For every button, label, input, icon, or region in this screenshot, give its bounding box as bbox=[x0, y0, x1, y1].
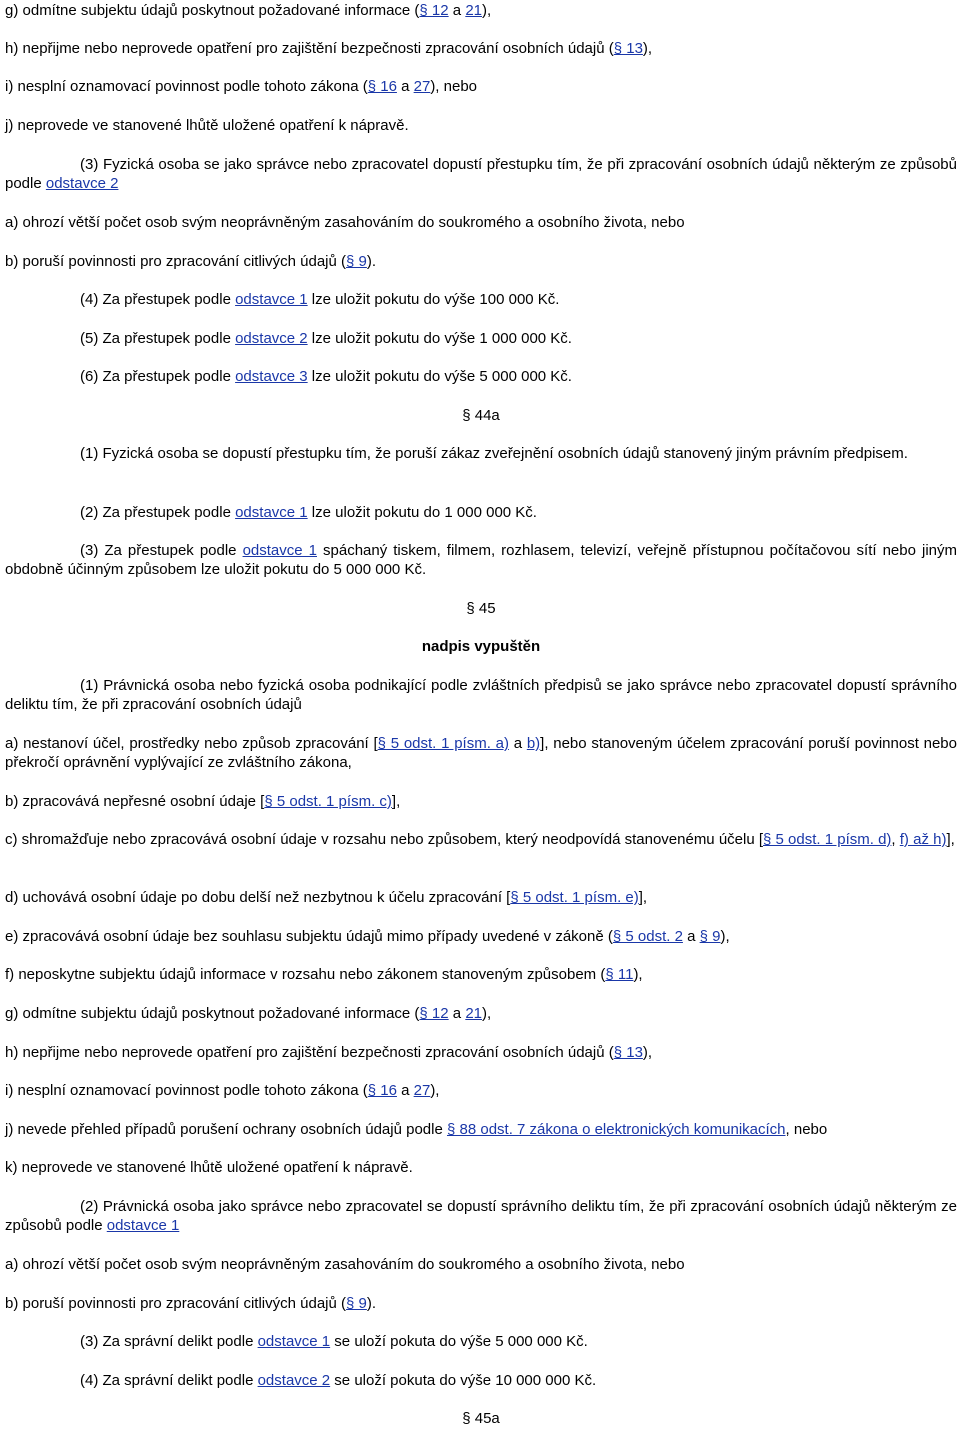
paragraph bbox=[5, 329, 957, 348]
paragraph-text: f) neposkytne subjektu údajů informace v rozsahu nebo zákonem stanoveným způsobem ( bbox=[5, 966, 606, 983]
law-reference-link[interactable]: b) bbox=[526, 735, 541, 752]
law-reference-link[interactable]: § 5 odst. 1 písm. d) bbox=[763, 831, 892, 848]
paragraph bbox=[5, 1371, 957, 1390]
paragraph-text: g) odmítne subjektu údajů poskytnout požadované informace ( bbox=[5, 2, 420, 19]
paragraph bbox=[5, 1120, 957, 1139]
paragraph-text: ), bbox=[482, 1005, 492, 1022]
law-reference-link[interactable]: odstavce 1 bbox=[235, 291, 308, 308]
paragraph-text: (2) Za přestupek podle bbox=[80, 504, 236, 521]
section-heading bbox=[5, 599, 957, 618]
paragraph bbox=[5, 676, 957, 714]
paragraph-text: lze uložit pokutu do výše 1 000 000 Kč. bbox=[307, 330, 572, 347]
law-reference-link[interactable]: odstavce 1 bbox=[235, 504, 308, 521]
paragraph-text: , bbox=[891, 831, 900, 848]
paragraph bbox=[5, 1332, 957, 1351]
paragraph-text: a) nestanoví účel, prostředky nebo způsob zpracování [ bbox=[5, 735, 378, 752]
paragraph-text: (1) Fyzická osoba se dopustí přestupku tím, že poruší zákaz zveřejnění osobních údajů stanovený jiným právním předpisem. bbox=[80, 445, 908, 462]
paragraph bbox=[5, 541, 957, 579]
paragraph bbox=[5, 155, 957, 193]
law-reference-link[interactable]: § 16 bbox=[367, 1082, 397, 1099]
law-reference-link[interactable]: § 5 odst. 1 písm. a) bbox=[377, 735, 509, 752]
paragraph-text: ], bbox=[638, 889, 648, 906]
paragraph-text: se uloží pokuta do výše 5 000 000 Kč. bbox=[330, 1333, 588, 1350]
paragraph-text: se uloží pokuta do výše 10 000 000 Kč. bbox=[330, 1372, 597, 1389]
law-reference-link[interactable]: odstavce 1 bbox=[106, 1217, 180, 1234]
paragraph-text: i) nesplní oznamovací povinnost podle tohoto zákona ( bbox=[5, 1082, 368, 1099]
paragraph bbox=[5, 290, 957, 309]
paragraph bbox=[5, 1, 957, 20]
paragraph-text: ), bbox=[482, 2, 492, 19]
paragraph-text: ), bbox=[642, 40, 653, 57]
law-reference-link[interactable]: § 12 bbox=[419, 2, 449, 19]
paragraph-text: (3) Za přestupek podle bbox=[80, 542, 243, 559]
paragraph-text: d) uchovává osobní údaje po dobu delší než nezbytnou k účelu zpracování [ bbox=[5, 889, 511, 906]
paragraph bbox=[5, 965, 957, 984]
law-reference-link[interactable]: § 13 bbox=[613, 1044, 643, 1061]
section-heading bbox=[5, 1409, 957, 1428]
law-reference-link[interactable]: § 12 bbox=[419, 1005, 449, 1022]
paragraph-text: e) zpracovává osobní údaje bez souhlasu subjektu údajů mimo případy uvedené v zákoně ( bbox=[5, 928, 613, 945]
law-reference-link[interactable]: 21 bbox=[465, 2, 482, 19]
paragraph-text: lze uložit pokutu do výše 100 000 Kč. bbox=[307, 291, 560, 308]
paragraph-text: lze uložit pokutu do výše 5 000 000 Kč. bbox=[307, 368, 572, 385]
law-reference-link[interactable]: § 9 bbox=[346, 253, 367, 270]
paragraph-text: § 44a bbox=[462, 407, 500, 424]
paragraph-text: k) neprovede ve stanovené lhůtě uložené opatření k nápravě. bbox=[5, 1159, 413, 1176]
paragraph bbox=[5, 252, 957, 271]
paragraph-text: ), bbox=[430, 1082, 440, 1099]
paragraph bbox=[5, 1197, 957, 1235]
paragraph-text: a bbox=[508, 735, 527, 752]
paragraph bbox=[5, 116, 957, 135]
law-reference-link[interactable]: odstavce 2 bbox=[45, 175, 119, 192]
law-reference-link[interactable]: § 88 odst. 7 zákona o elektronických komunikacích bbox=[446, 1121, 786, 1138]
paragraph-text: a bbox=[396, 78, 414, 95]
law-reference-link[interactable]: § 16 bbox=[367, 78, 397, 95]
paragraph-text: ), bbox=[633, 966, 643, 983]
law-reference-link[interactable]: § 11 bbox=[605, 966, 634, 983]
paragraph-text: a bbox=[682, 928, 700, 945]
paragraph-text: (6) Za přestupek podle bbox=[80, 368, 236, 385]
paragraph-text: b) zpracovává nepřesné osobní údaje [ bbox=[5, 793, 265, 810]
paragraph bbox=[5, 888, 957, 907]
law-reference-link[interactable]: § 9 bbox=[346, 1295, 367, 1312]
paragraph-text: (3) Za správní delikt podle bbox=[80, 1333, 258, 1350]
paragraph-text: a bbox=[448, 1005, 466, 1022]
paragraph-text: § 45a bbox=[462, 1410, 500, 1427]
paragraph-text: h) nepřijme nebo neprovede opatření pro zajištění bezpečnosti zpracování osobních údajů ( bbox=[5, 40, 614, 57]
law-reference-link[interactable]: 21 bbox=[465, 1005, 482, 1022]
paragraph bbox=[5, 1255, 957, 1274]
paragraph bbox=[5, 1081, 957, 1100]
law-reference-link[interactable]: odstavce 1 bbox=[242, 542, 317, 559]
paragraph-text: , nebo bbox=[785, 1121, 828, 1138]
paragraph-text: ), bbox=[720, 928, 730, 945]
paragraph bbox=[5, 1158, 957, 1177]
paragraph bbox=[5, 444, 957, 463]
paragraph-text: (4) Za správní delikt podle bbox=[80, 1372, 258, 1389]
paragraph-text: ], bbox=[946, 831, 955, 848]
law-reference-link[interactable]: 27 bbox=[413, 1082, 431, 1099]
paragraph-text: (2) Právnická osoba jako správce nebo zpracovatel se dopustí správního deliktu tím, že při zpracování osobních údajů některým ze způsobů podle bbox=[5, 1198, 957, 1234]
paragraph-text: lze uložit pokutu do 1 000 000 Kč. bbox=[307, 504, 537, 521]
paragraph bbox=[5, 830, 957, 849]
paragraph-text: b) poruší povinnosti pro zpracování citlivých údajů ( bbox=[5, 253, 347, 270]
law-reference-link[interactable]: § 5 odst. 2 bbox=[612, 928, 683, 945]
paragraph-text: a bbox=[448, 2, 466, 19]
law-reference-link[interactable]: § 9 bbox=[699, 928, 721, 945]
paragraph-text: nadpis vypuštěn bbox=[421, 638, 541, 655]
paragraph-text: § 45 bbox=[466, 600, 496, 617]
paragraph bbox=[5, 792, 957, 811]
law-reference-link[interactable]: odstavce 3 bbox=[235, 368, 308, 385]
law-reference-link[interactable]: odstavce 1 bbox=[257, 1333, 331, 1350]
paragraph-text: ). bbox=[366, 253, 377, 270]
paragraph-text: g) odmítne subjektu údajů poskytnout požadované informace ( bbox=[5, 1005, 420, 1022]
law-reference-link[interactable]: f) až h) bbox=[899, 831, 947, 848]
paragraph-text: (3) Fyzická osoba se jako správce nebo zpracovatel dopustí přestupku tím, že při zpracování osobních údajů některým ze způsobů podle bbox=[5, 156, 957, 192]
paragraph-text: a) ohrozí větší počet osob svým neoprávněným zasahováním do soukromého a osobního života, nebo bbox=[5, 214, 685, 231]
paragraph bbox=[5, 1294, 957, 1313]
paragraph bbox=[5, 39, 957, 58]
paragraph-text: j) nevede přehled případů porušení ochrany osobních údajů podle bbox=[5, 1121, 447, 1138]
paragraph-text: ], bbox=[391, 793, 401, 810]
paragraph-text: h) nepřijme nebo neprovede opatření pro zajištění bezpečnosti zpracování osobních údajů ( bbox=[5, 1044, 614, 1061]
paragraph-text: i) nesplní oznamovací povinnost podle tohoto zákona ( bbox=[5, 78, 368, 95]
law-reference-link[interactable]: 27 bbox=[413, 78, 431, 95]
law-reference-link[interactable]: § 13 bbox=[613, 40, 643, 57]
paragraph bbox=[5, 213, 957, 232]
paragraph bbox=[5, 1004, 957, 1023]
paragraph-text: (5) Za přestupek podle bbox=[80, 330, 236, 347]
paragraph-text: spáchaný tiskem, filmem, rozhlasem, televizí, veřejně přístupnou počítačovou sítí nebo jiným obdobně účinným způsobem lze uložit pokutu do 5 000 000 Kč. bbox=[5, 542, 957, 578]
paragraph-text: (1) Právnická osoba nebo fyzická osoba podnikající podle zvláštních předpisů se jako správce nebo zpracovatel dopustí správního deliktu tím, že při zpracování osobních údajů bbox=[5, 677, 957, 713]
paragraph-text: ). bbox=[366, 1295, 377, 1312]
paragraph bbox=[5, 77, 957, 96]
paragraph-text: j) neprovede ve stanovené lhůtě uložené opatření k nápravě. bbox=[5, 117, 409, 134]
paragraph-text: b) poruší povinnosti pro zpracování citlivých údajů ( bbox=[5, 1295, 347, 1312]
section-heading bbox=[5, 637, 957, 656]
paragraph-text: c) shromažďuje nebo zpracovává osobní údaje v rozsahu nebo způsobem, který neodpovídá stanovenému účelu [ bbox=[5, 831, 764, 848]
section-heading bbox=[5, 406, 957, 425]
law-reference-link[interactable]: odstavce 2 bbox=[257, 1372, 331, 1389]
paragraph-text: a) ohrozí větší počet osob svým neoprávněným zasahováním do soukromého a osobního života, nebo bbox=[5, 1256, 685, 1273]
paragraph-text: a bbox=[396, 1082, 414, 1099]
law-reference-link[interactable]: § 5 odst. 1 písm. e) bbox=[510, 889, 639, 906]
paragraph bbox=[5, 734, 957, 772]
paragraph bbox=[5, 1043, 957, 1062]
law-reference-link[interactable]: odstavce 2 bbox=[235, 330, 308, 347]
paragraph-text: (4) Za přestupek podle bbox=[80, 291, 236, 308]
paragraph-text: ), nebo bbox=[430, 78, 478, 95]
paragraph-text: ], nebo stanoveným účelem zpracování poruší povinnost nebo překročí oprávnění vyplývající ze zvláštního zákona, bbox=[5, 735, 957, 771]
paragraph bbox=[5, 927, 957, 946]
paragraph-text: ), bbox=[642, 1044, 653, 1061]
paragraph bbox=[5, 367, 957, 386]
paragraph bbox=[5, 503, 957, 522]
law-reference-link[interactable]: § 5 odst. 1 písm. c) bbox=[264, 793, 392, 810]
